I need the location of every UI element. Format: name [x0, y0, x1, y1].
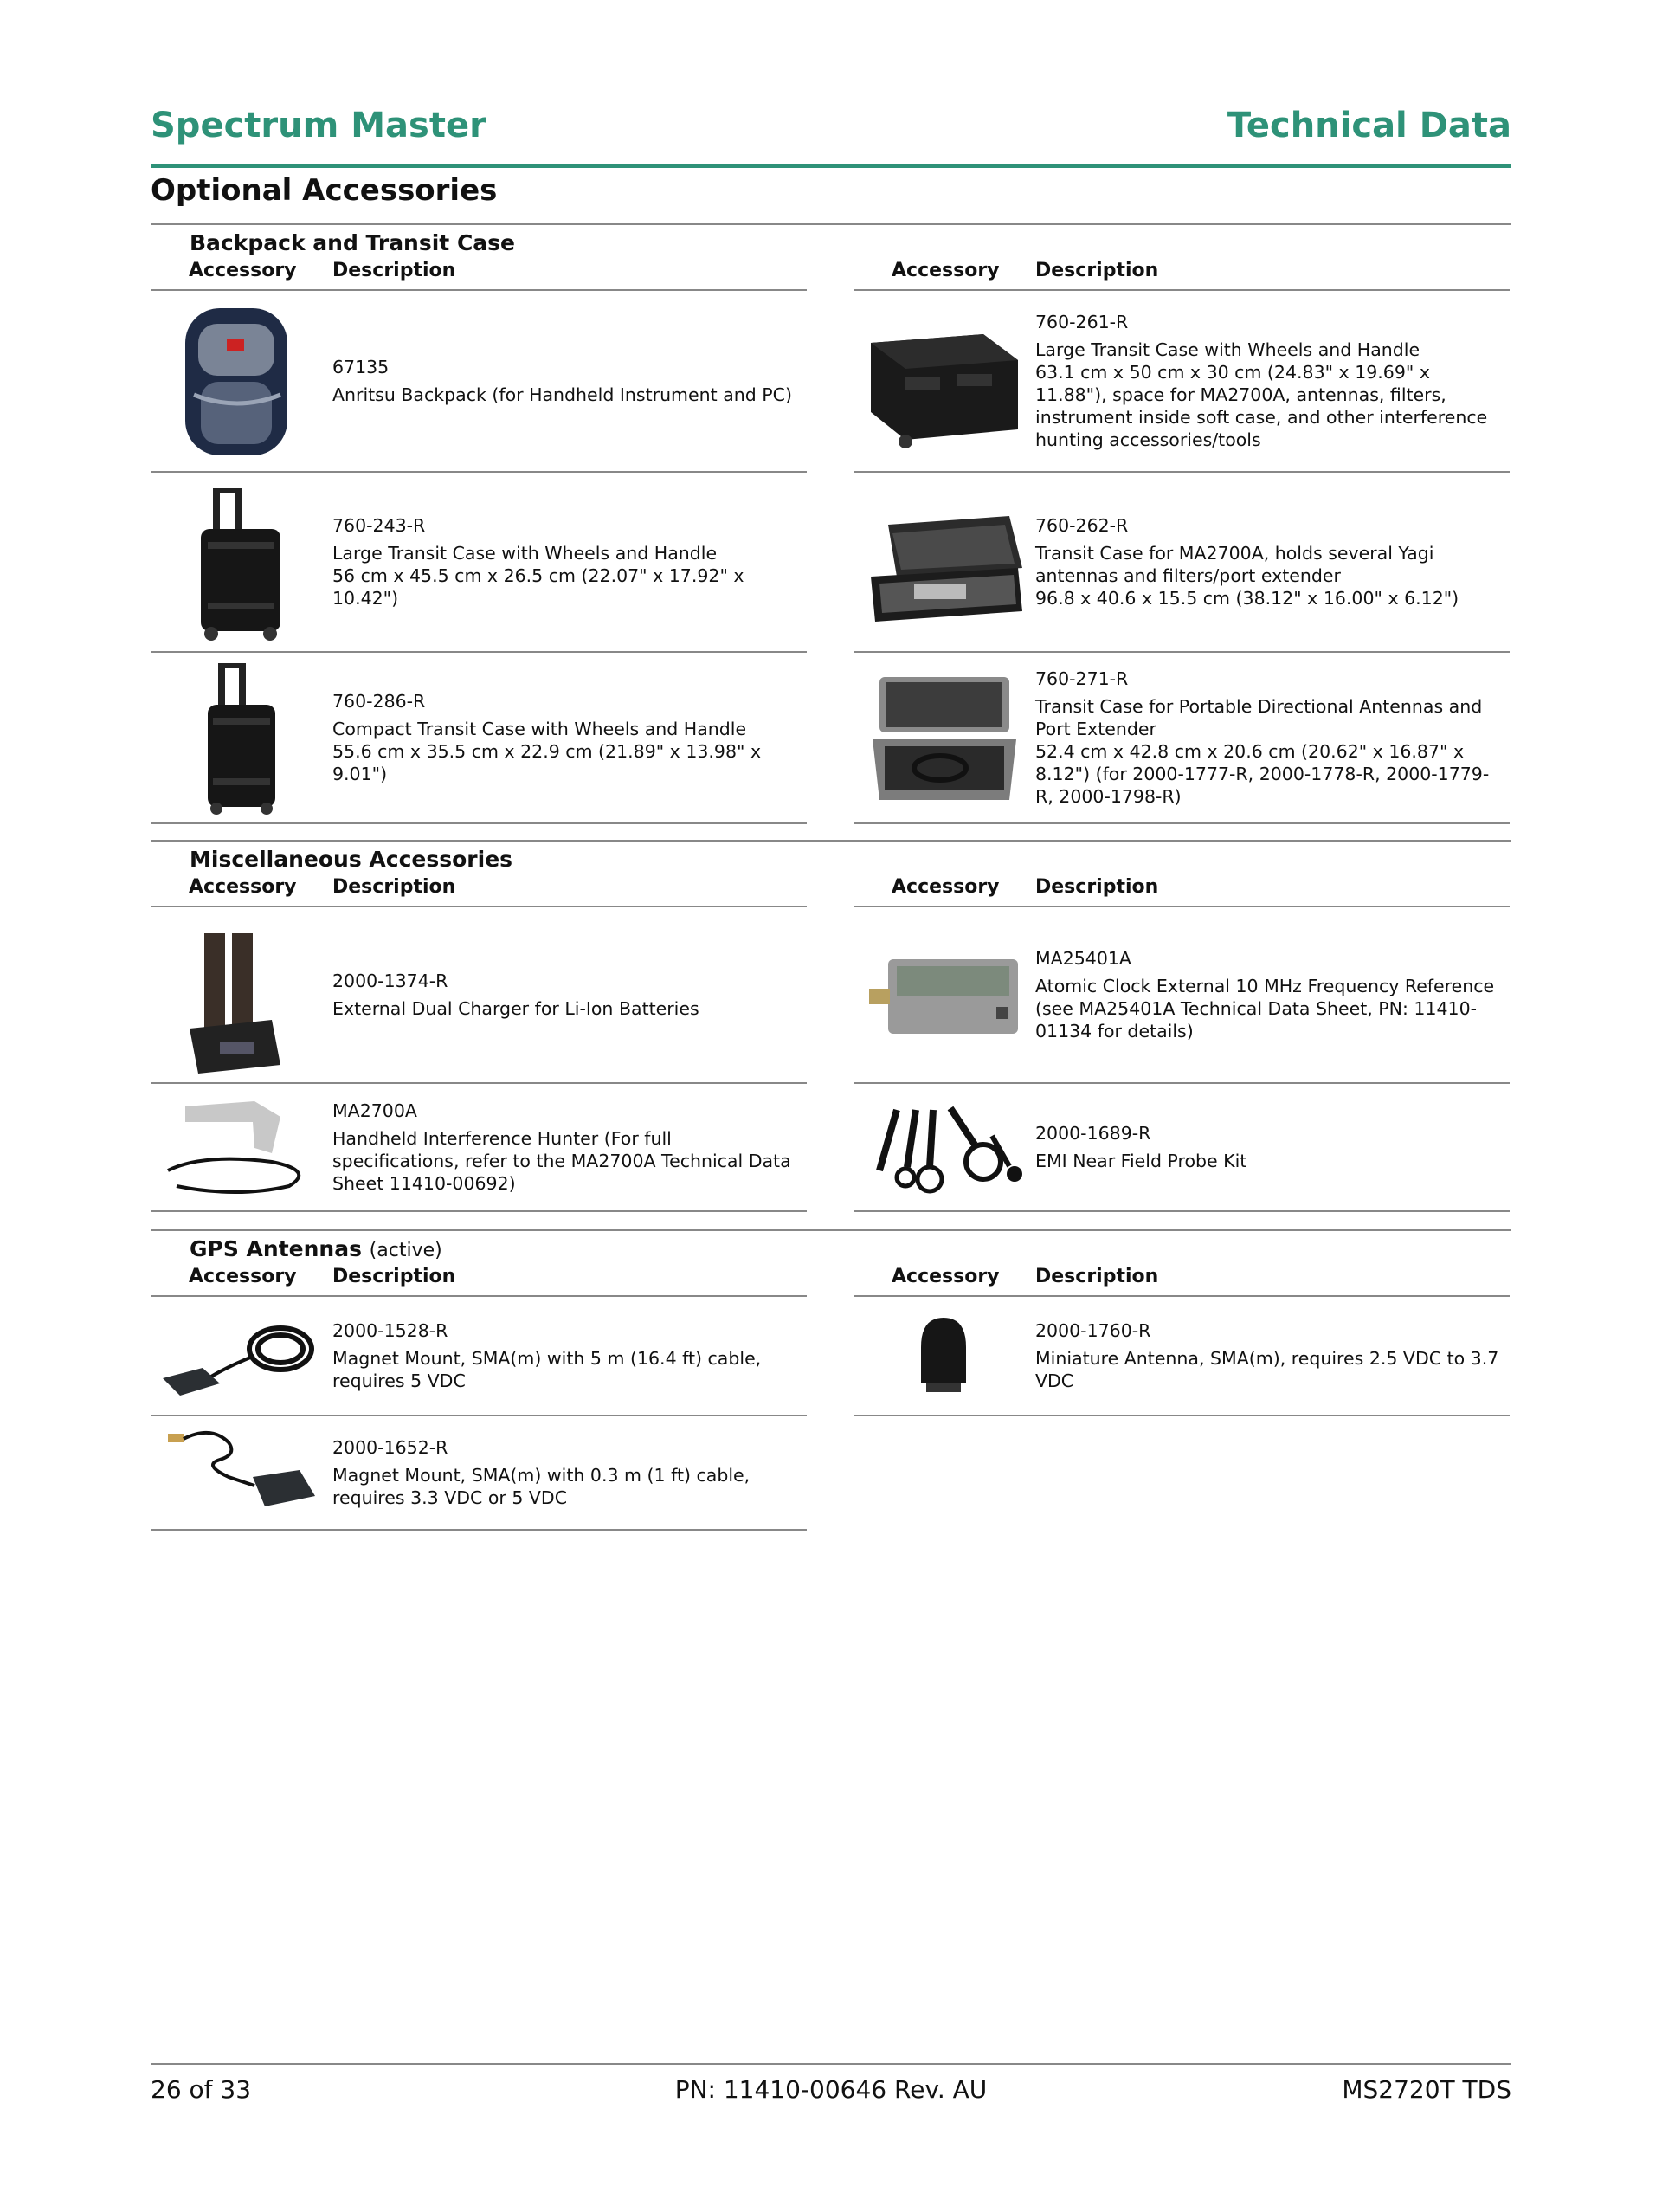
- part-description: Transit Case for MA2700A, holds several Yagi antennas and filters/port extender 96.8 x 40.6 x 15.5 cm (38.12" x 16.00" x 6.12"): [1035, 543, 1459, 609]
- document-id: MS2720T TDS: [1342, 2075, 1511, 2104]
- part-number: 2000-1374-R: [332, 971, 448, 991]
- hard-case-icon: [854, 291, 1035, 471]
- header-accessory: Accessory: [189, 1266, 297, 1287]
- part-number: 2000-1760-R: [1035, 1320, 1151, 1341]
- part-number: 760-271-R: [1035, 668, 1129, 689]
- backpack-icon: [151, 291, 332, 471]
- section-title: Miscellaneous Accessories: [190, 847, 513, 872]
- header-section-title: Technical Data: [1227, 106, 1511, 145]
- document-part-number: PN: 11410-00646 Rev. AU: [674, 2075, 988, 2104]
- part-description: Large Transit Case with Wheels and Handle 63.1 cm x 50 cm x 30 cm (24.83" x 19.69" x 11.88"), space for MA2700A, antennas, filters, instrument inside soft case, and other interference hunting accessories/tools: [1035, 339, 1488, 450]
- page-header: [151, 102, 1511, 168]
- part-description: Transit Case for Portable Directional Antennas and Port Extender 52.4 cm x 42.8 cm x 20.6 cm (20.62" x 16.87" x 8.12") (for 2000-1777-R, 2000-1778-R, 2000-1779-R, 2000-1798-R): [1035, 696, 1490, 807]
- mini-antenna-icon: [854, 1297, 1035, 1415]
- header-accessory: Accessory: [189, 876, 297, 898]
- accessory-row: [854, 1084, 1510, 1212]
- gps-antenna-cable-icon: [151, 1297, 332, 1415]
- part-number: 760-261-R: [1035, 312, 1129, 332]
- accessory-row: [854, 907, 1510, 1084]
- accessory-row: [151, 1297, 807, 1416]
- section-title: [190, 1236, 442, 1261]
- accessory-row: [151, 291, 807, 473]
- part-number: 67135: [332, 357, 390, 377]
- column-header: [151, 874, 807, 907]
- accessory-row: [854, 291, 1510, 473]
- part-description: Atomic Clock External 10 MHz Frequency Reference (see MA25401A Technical Data Sheet, PN: 11410-01134 for details): [1035, 976, 1495, 1042]
- section-title: Backpack and Transit Case: [190, 230, 516, 255]
- header-accessory: Accessory: [892, 1266, 1000, 1287]
- column-header: [854, 874, 1510, 907]
- accessory-row: [151, 907, 807, 1084]
- section-gps-antennas: [151, 1229, 1511, 1541]
- probe-kit-icon: [854, 1084, 1035, 1210]
- interference-hunter-icon: [151, 1084, 332, 1210]
- rolling-case-icon: [151, 473, 332, 651]
- header-description: Description: [332, 1266, 456, 1287]
- dual-charger-icon: [151, 907, 332, 1082]
- open-long-case-icon: [854, 473, 1035, 651]
- header-product-title: Spectrum Master: [151, 106, 486, 145]
- column-header: [151, 258, 807, 291]
- accessory-row: [854, 473, 1510, 653]
- header-accessory: Accessory: [892, 260, 1000, 281]
- page-title: Optional Accessories: [151, 173, 498, 208]
- accessory-row: [151, 1416, 807, 1531]
- part-number: MA25401A: [1035, 948, 1131, 969]
- header-accessory: Accessory: [189, 260, 297, 281]
- part-description: Miniature Antenna, SMA(m), requires 2.5 VDC to 3.7 VDC: [1035, 1348, 1499, 1391]
- accessory-row: [151, 1084, 807, 1212]
- rolling-case-icon: [151, 653, 332, 822]
- section-backpack-transit: [151, 223, 1511, 826]
- accessory-row: [151, 473, 807, 653]
- part-number: MA2700A: [332, 1100, 417, 1121]
- column-header: [854, 1264, 1510, 1297]
- atomic-clock-icon: [854, 907, 1035, 1082]
- part-description: Magnet Mount, SMA(m) with 0.3 m (1 ft) cable, requires 3.3 VDC or 5 VDC: [332, 1465, 750, 1508]
- column-header: [854, 258, 1510, 291]
- part-description: Anritsu Backpack (for Handheld Instrument and PC): [332, 384, 792, 405]
- header-description: Description: [1035, 260, 1159, 281]
- gps-antenna-short-icon: [151, 1416, 332, 1529]
- accessory-row: [854, 1297, 1510, 1416]
- part-number: 760-243-R: [332, 515, 426, 536]
- header-description: Description: [332, 876, 456, 898]
- page-footer: [151, 2063, 1511, 2108]
- header-description: Description: [332, 260, 456, 281]
- header-description: Description: [1035, 876, 1159, 898]
- part-description: External Dual Charger for Li-Ion Batteries: [332, 998, 699, 1019]
- section-title-sub: (active): [369, 1240, 442, 1261]
- part-description: Magnet Mount, SMA(m) with 5 m (16.4 ft) cable, requires 5 VDC: [332, 1348, 762, 1391]
- part-number: 760-286-R: [332, 691, 426, 712]
- section-title-main: GPS Antennas: [190, 1236, 362, 1261]
- part-description: EMI Near Field Probe Kit: [1035, 1151, 1247, 1171]
- accessory-row: [151, 653, 807, 824]
- open-case-icon: [854, 653, 1035, 822]
- part-description: Handheld Interference Hunter (For full specifications, refer to the MA2700A Technical Data Sheet 11410-00692): [332, 1128, 791, 1194]
- accessory-row: [854, 653, 1510, 824]
- part-number: 2000-1652-R: [332, 1437, 448, 1458]
- part-number: 2000-1528-R: [332, 1320, 448, 1341]
- section-miscellaneous: [151, 840, 1511, 1216]
- part-description: Large Transit Case with Wheels and Handle 56 cm x 45.5 cm x 26.5 cm (22.07" x 17.92" x 10.42"): [332, 543, 744, 609]
- part-number: 760-262-R: [1035, 515, 1129, 536]
- header-accessory: Accessory: [892, 876, 1000, 898]
- column-header: [151, 1264, 807, 1297]
- part-description: Compact Transit Case with Wheels and Handle 55.6 cm x 35.5 cm x 22.9 cm (21.89" x 13.98" x 9.01"): [332, 719, 762, 784]
- part-number: 2000-1689-R: [1035, 1123, 1151, 1144]
- page-number: 26 of 33: [151, 2075, 252, 2104]
- header-description: Description: [1035, 1266, 1159, 1287]
